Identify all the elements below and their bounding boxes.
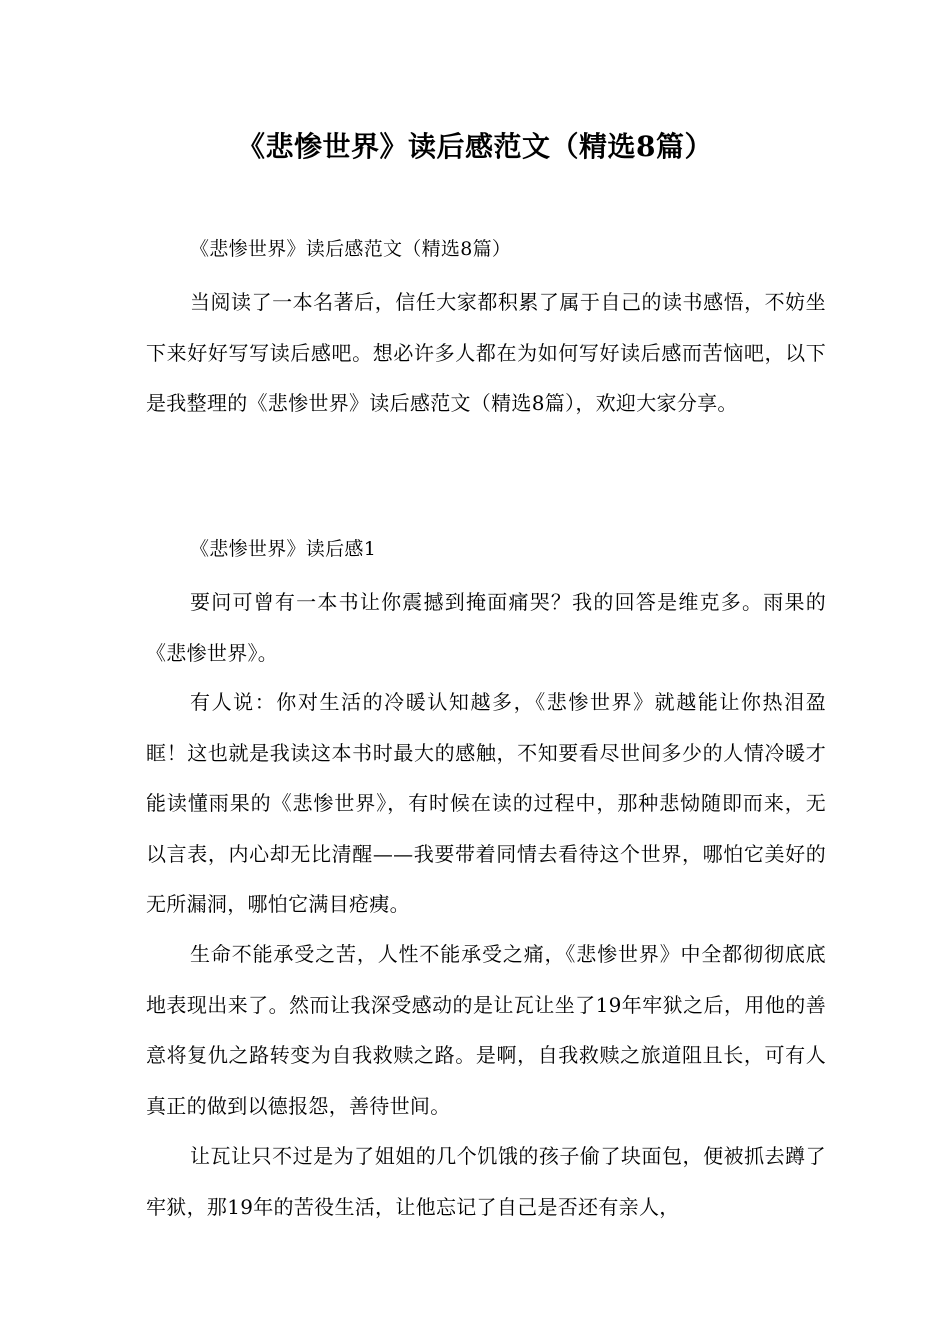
body-paragraph: 有人说：你对生活的冷暖认知越多，《悲惨世界》就越能让你热泪盈眶！这也就是我读这本书时最大的感触，不知要看尽世间多少的人情冷暖才能读懂雨果的《悲惨世界》，有时候在读的过程中，那种悲恸随即而来，无以言表，内心却无比清醒——我要带着同情去看待这个世界，哪怕它美好的无所漏洞，哪怕它满目疮痍。 xyxy=(146,690,826,916)
intro-paragraph: 当阅读了一本名著后，信任大家都积累了属于自己的读书感悟，不妨坐下来好好写写读后感吧。想必许多人都在为如何写好读后感而苦恼吧，以下是我整理的《悲惨世界》读后感范文（精选8篇），欢迎大家分享。 xyxy=(146,290,826,415)
document-title: 《悲惨世界》读后感范文（精选8篇） xyxy=(237,130,713,163)
body-paragraph: 要问可曾有一本书让你震撼到掩面痛哭？我的回答是维克多。雨果的《悲惨世界》。 xyxy=(146,590,826,665)
body-paragraph: 生命不能承受之苦，人性不能承受之痛，《悲惨世界》中全都彻彻底底地表现出来了。然而让我深受感动的是让瓦让坐了19年牢狱之后，用他的善意将复仇之路转变为自我救赎之路。是啊，自我救赎之旅道阻且长，可有人真正的做到以德报怨，善待世间。 xyxy=(146,942,826,1118)
section-heading: 《悲惨世界》读后感1 xyxy=(190,538,377,560)
document-subtitle: 《悲惨世界》读后感范文（精选8篇） xyxy=(190,238,512,260)
body-paragraph: 让瓦让只不过是为了姐姐的几个饥饿的孩子偷了块面包，便被抓去蹲了牢狱，那19年的苦役生活，让他忘记了自己是否还有亲人， xyxy=(146,1144,826,1219)
